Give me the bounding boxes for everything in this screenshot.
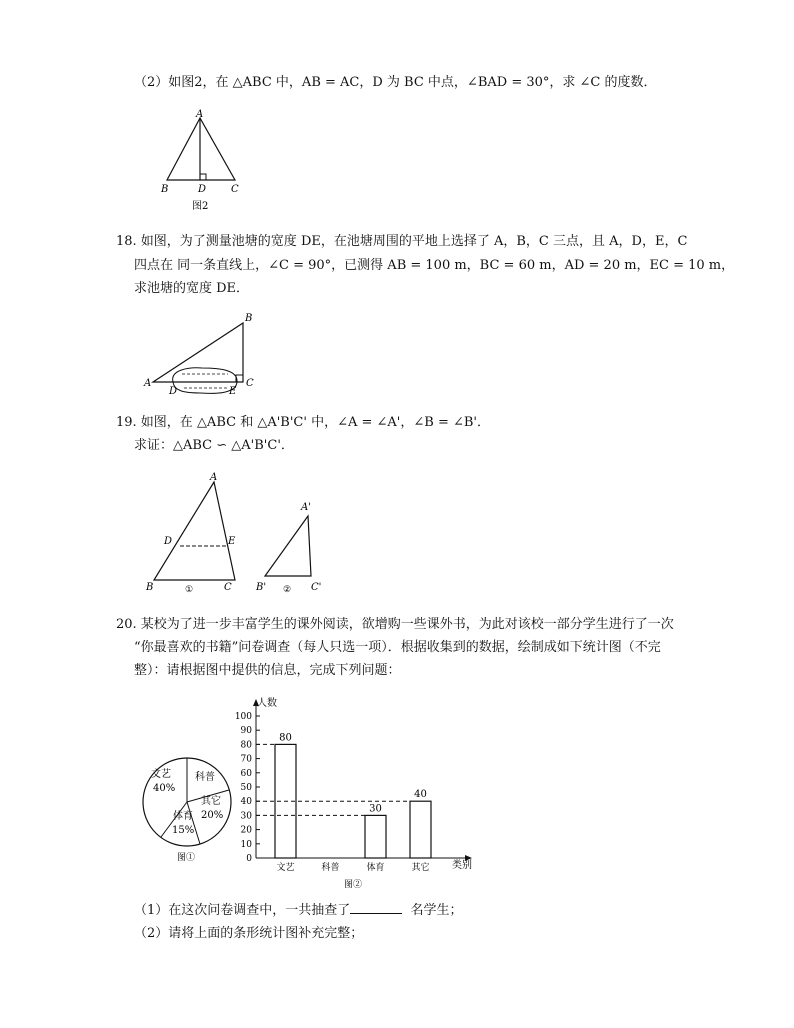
figure-2	[155, 108, 255, 218]
label-d: D	[169, 386, 178, 397]
y-tick-label: 100	[234, 712, 252, 722]
figure-pond	[140, 310, 270, 400]
pond-icon	[173, 368, 237, 394]
y-tick-label: 0	[246, 854, 252, 864]
label-b: B	[245, 313, 253, 324]
label-d: D	[164, 536, 173, 547]
triangle-abc	[153, 323, 243, 382]
y-tick-label: 30	[240, 811, 252, 822]
y-tick-label: 10	[240, 839, 252, 850]
data-label: 40	[414, 789, 427, 801]
x-tick-label: 其它	[411, 863, 430, 873]
label-a: A	[144, 378, 152, 389]
y-tick-label: 80	[240, 740, 252, 751]
bar	[365, 815, 386, 858]
fig2-caption: 图2	[192, 201, 209, 212]
pie-label-pct: 15%	[172, 825, 195, 836]
x-tick-label: 科普	[321, 863, 340, 873]
q20-sub1-text: （1）在这次问卷调查中，一共抽查了	[134, 903, 351, 918]
figure-similar-triangles	[140, 468, 340, 600]
bar-chart	[222, 690, 482, 890]
label-a: A	[196, 109, 204, 120]
label-a-prime: A'	[301, 502, 311, 513]
label-c: C	[231, 184, 239, 195]
q20-line1: 20. 某校为了进一步丰富学生的课外阅读，欲增购一些课外书，为此对该校一部分学生进行了一次	[116, 617, 674, 632]
data-label: 80	[279, 732, 292, 744]
label-e: E	[229, 386, 237, 397]
y-tick-label: 50	[240, 783, 252, 793]
pie-label-name: 文艺	[151, 769, 171, 780]
label-b: B	[146, 582, 154, 593]
pie-label-name: 体育	[173, 811, 193, 822]
y-tick-label: 60	[240, 768, 252, 779]
q18-line1: 18. 如图，为了测量池塘的宽度 DE，在池塘周围的平地上选择了 A，B，C 三点，且 A，D，E，C	[116, 234, 688, 249]
pie-label-name: 其它	[201, 796, 221, 807]
caption-2: ②	[283, 585, 292, 595]
x-tick-label: 体育	[366, 863, 385, 873]
label-c: C	[246, 378, 254, 389]
label-b: B	[161, 184, 169, 195]
y-tick-label: 20	[240, 825, 252, 836]
q18-line2: 四点在 同一条直线上，∠C = 90°，已测得 AB = 100 m，BC = 60 m，AD = 20 m，EC = 10 m，	[134, 258, 735, 273]
y-tick-label: 70	[240, 754, 252, 765]
caption-1: ①	[185, 585, 194, 595]
pie-label-name: 科普	[195, 772, 215, 783]
triangle-a2b2c2	[265, 516, 311, 576]
q20-line3: 整）：请根据图中提供的信息，完成下列问题：	[134, 663, 401, 678]
label-e: E	[228, 536, 236, 547]
q19-line1: 19. 如图，在 △ABC 和 △A'B'C' 中，∠A = ∠A'，∠B = ∠B'．	[116, 415, 490, 430]
pie-label-pct: 20%	[201, 810, 224, 821]
data-label: 30	[369, 803, 382, 815]
label-a: A	[210, 472, 218, 483]
pie-caption: 图①	[177, 853, 196, 863]
y-tick-label: 40	[240, 797, 252, 808]
triangle-abc	[154, 482, 235, 580]
q17-part2-text: （2）如图2，在 △ABC 中，AB = AC，D 为 BC 中点，∠BAD = 30°，求 ∠C 的度数．	[134, 75, 657, 90]
right-angle-mark	[200, 174, 206, 180]
label-b-prime: B'	[256, 582, 267, 593]
label-d: D	[198, 184, 207, 195]
x-tick-label: 文艺	[276, 863, 295, 873]
pie-label-pct: 40%	[153, 783, 176, 794]
q20-sub1	[134, 901, 463, 920]
triangle-abc	[167, 118, 235, 180]
y-axis-label: 人数	[257, 698, 277, 709]
q20-line2: “你最喜欢的书籍”问卷调查（每人只选一项）．根据收集到的数据，绘制成如下统计图（不完	[134, 640, 661, 655]
label-c: C	[224, 582, 232, 593]
q20-sub2: （2）请将上面的条形统计图补充完整；	[134, 926, 364, 941]
answer-blank[interactable]	[350, 901, 402, 914]
label-c-prime: C'	[311, 582, 322, 593]
bar	[410, 801, 431, 858]
pie-divider	[187, 802, 200, 844]
q19-line2: 求证：△ABC ∽ △A'B'C'．	[134, 438, 294, 453]
bar-caption: 图②	[344, 880, 363, 890]
q20-sub1-suffix: 名学生；	[410, 903, 463, 918]
x-axis-label: 类别	[452, 860, 472, 871]
q18-line3: 求池塘的宽度 DE．	[134, 281, 250, 296]
y-tick-label: 90	[240, 726, 252, 737]
